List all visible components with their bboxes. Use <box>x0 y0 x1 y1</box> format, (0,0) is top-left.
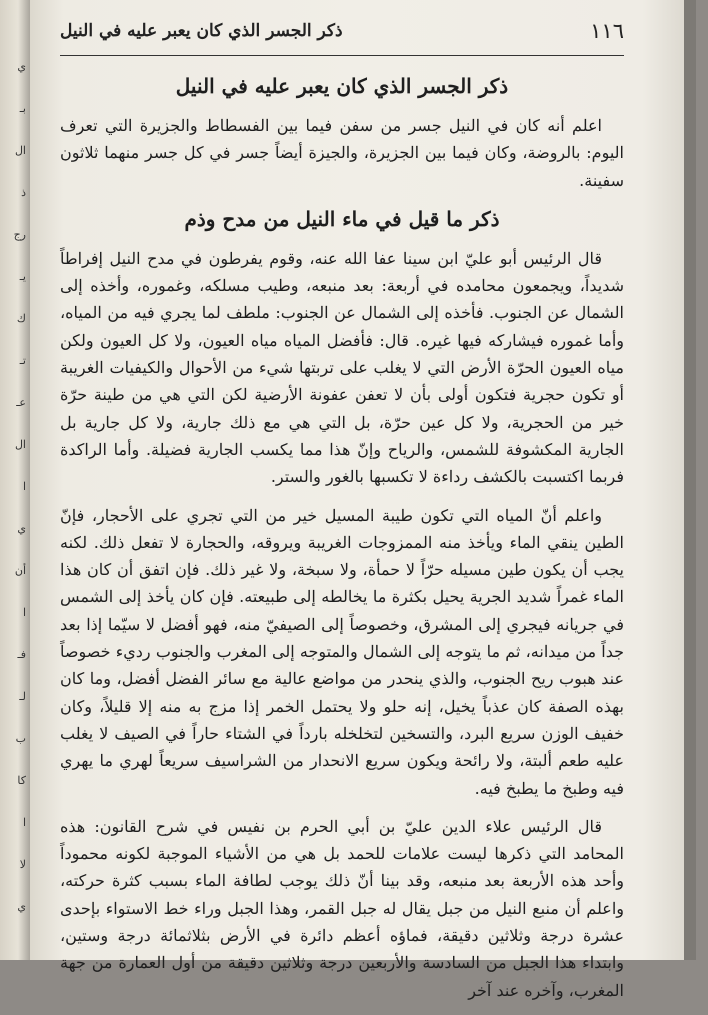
previous-page-fragment: عـ <box>16 396 26 409</box>
paragraph-ibn-nafis: قال الرئيس علاء الدين عليّ بن أبي الحرم بن نفيس في شرح القانون: هذه المحامد التي ذكرها ليست علامات للحمد بل هي من الأشياء الموجبة لكونه محموداً وأحد هذه الأربعة بعد منبعه، وقد بينا أنّ ذلك يوجب لطافة الماء بسبب كثرة حركته، واعلم أن منبع النيل من جبل يقال له جبل القمر، وهذا الجبل وراء خط الاستواء بإحدى عشرة درجة وثلاثين دقيقة، فماؤه أعظم دائرة في الأرض بثلاثمائة درجة وستين، وابتداء هذا الجبل من السادسة والأربعين درجة وثلاثين دقيقة من أول العمارة من جهة المغرب، وآخره عند آخر <box>60 816 625 1000</box>
running-title: ذكر الجسر الذي كان يعبر عليه في النيل <box>60 21 343 41</box>
book-page <box>30 0 696 1000</box>
paragraph-ibn-sina: قال الرئيس أبو عليّ ابن سينا عفا الله عنه، وقوم يفرطون في مدح النيل إفراطاً شديداً، ويجمعون محامده في أربعة: بعد منبعه، وطيب مسلكه، وغموره، وأخذه إلى الشمال عن الجنوب. فأخذه إلى الشمال عن الجنوب: ملطف لما يجري فيه من المياه، وأما غموره فيشاركه فيها غيره. قال: فأفضل المياه مياه العيون، ولا كل العيون ولكن مياه العيون الحرّة الأرض التي لا يغلب على تربتها شيء من الأحوال والكيفيات الغريبة أو تكون حجرية فتكون أولى بأن لا تعفن عفونة الأرضية لكن التي هي من طينة حرّة خير من الحجرية، ولا كل عين حرّة، بل التي هي مع ذلك جارية، ولا كل جارية بل الجارية المكشوفة للشمس، والرياح وإنّ هذا مما يكسب الجارية فضيلة. وأما الراكدة فربما اكتسبت بالكشف رداءة لا تكسبها بالغور والستر. <box>60 248 625 487</box>
previous-page-fragment: فـ <box>17 648 26 661</box>
section-heading-nile-water: ذكر ما قيل في ماء النيل من مدح وذم <box>184 206 500 231</box>
page-body <box>60 72 624 1015</box>
running-header <box>60 16 624 46</box>
previous-page-fragment: ي <box>17 60 26 73</box>
previous-page-fragment: ي <box>17 522 26 535</box>
header-rule <box>60 55 624 56</box>
previous-page-fragment: بـ <box>19 102 26 115</box>
page-number: ١١٦ <box>590 19 624 43</box>
previous-page-fragment: ك <box>16 312 26 325</box>
previous-page-fragment: تـ <box>19 354 26 367</box>
previous-page-fragment: كا <box>17 774 26 787</box>
previous-page-fragment: ذ <box>21 186 26 199</box>
previous-page-fragment: ال <box>14 438 26 451</box>
paragraph-bridge: اعلم أنه كان في النيل جسر من سفن فيما بين الفسطاط والجزيرة التي تعرف اليوم: بالروضة، وكان فيما بين الجزيرة، والجيزة أيضاً جسر في كل جسر منهما ثلاثون سفينة. <box>60 116 624 190</box>
previous-page-fragment: ا <box>22 816 26 829</box>
previous-page-fragment: لا <box>19 858 26 871</box>
previous-page-fragment: ب <box>15 732 26 745</box>
previous-page-fragment: أن <box>14 564 26 577</box>
previous-page-fragment: لـ <box>19 690 26 703</box>
page-edge <box>684 0 696 960</box>
previous-page-fragment: ا <box>22 606 26 619</box>
previous-page-edge <box>0 0 30 960</box>
previous-page-fragment: ا <box>22 480 26 493</box>
previous-page-fragment: ال <box>14 144 26 157</box>
previous-page-fragment: يـ <box>19 270 26 283</box>
paragraph-waters: واعلم أنّ المياه التي تكون طيبة المسيل خير من التي تجري على الأحجار، فإنّ الطين ينقي الماء ويأخذ منه الممزوجات الغريبة ويروقه، والحجارة لا تفعل ذلك. لكنه يجب أن يكون طين مسيله حرّاً لا حمأة، ولا سبخة، ولا غير ذلك. فإن اتفق أن كان هذا الماء غمراً شديد الجرية يحيل بكثرة ما يخالطه إلى طبيعته. فإن كان يأخذ إلى الشمس في جريانه فيجري إلى المشرق، وخصوصاً إلى الصيفيّ منه، فهو أفضل لا سيّما إذا بعد جداً من ميدانه، ثم ما يتوجه إلى الشمال والمتوجه إلى المغرب والجنوب رديء خصوصاً عند هبوب ريح الجنوب، والذي ينحدر من مواضع عالية مع سائر الفضل أفضل، وما كان بهذه الصفة كان عذباً يخيل، إنه حلو ولا يحتمل الخمر إذا مزج به منه إلا قليلاً، وكان خفيف الوزن سريع البرد، والتسخين لتخلخله بارداً في الشتاء حاراً في الصيف لا يغلب عليه طعم ألبتة، ولا رائحة ويكون سريع الانحدار من الشراسيف سريعاً لهري ما يهري فيه وطبخ ما يطبخ فيه. <box>60 505 625 798</box>
previous-page-fragment: ي <box>17 900 26 913</box>
section-heading-bridge: ذكر الجسر الذي كان يعبر عليه في النيل <box>175 74 509 98</box>
previous-page-fragment: رج <box>13 228 26 241</box>
